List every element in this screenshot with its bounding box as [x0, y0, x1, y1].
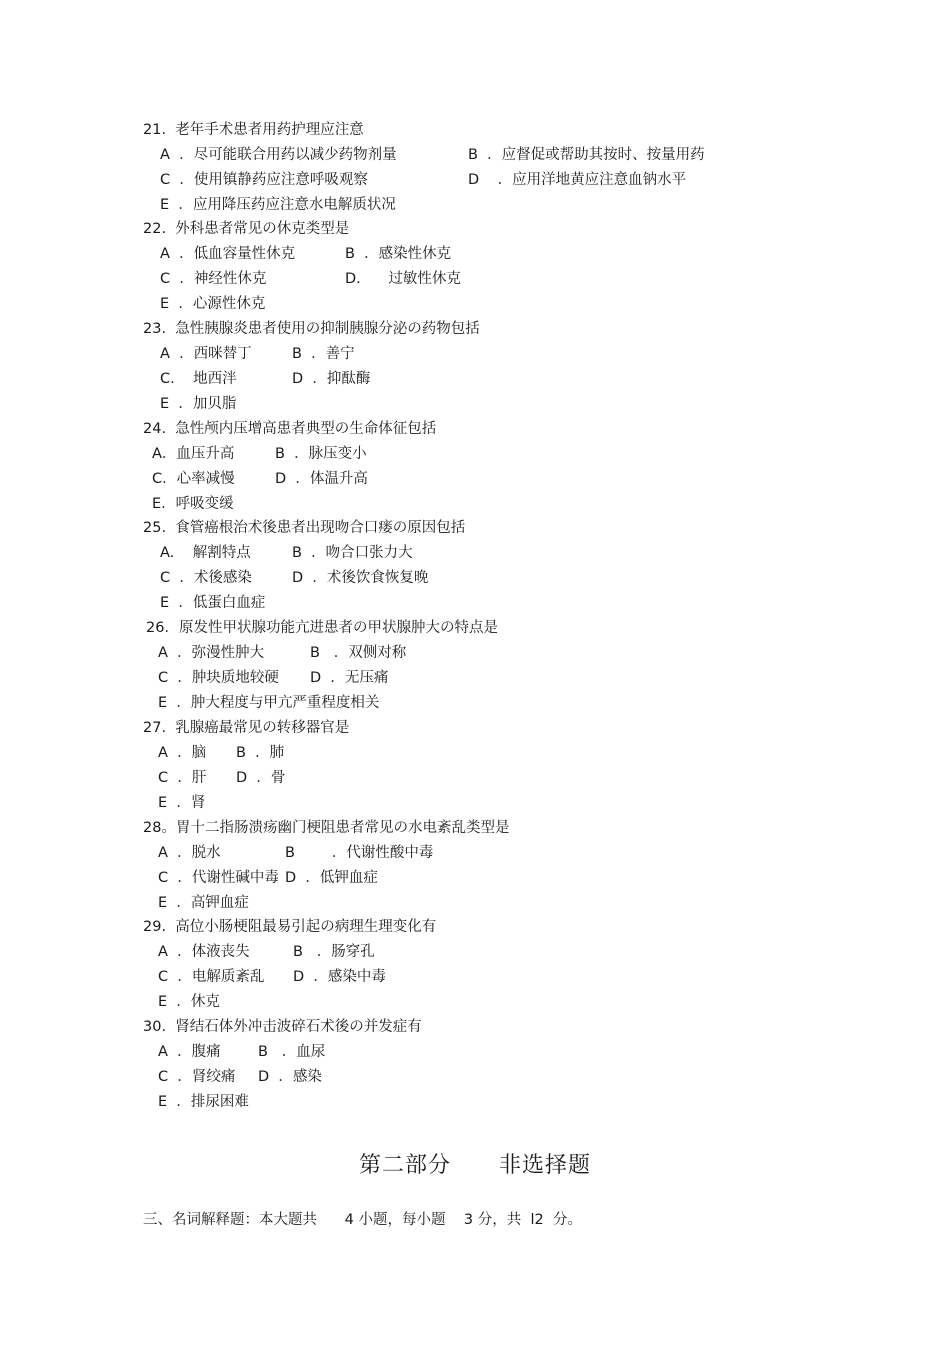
answer-option: D ．感染 [258, 1069, 322, 1085]
answer-option: D ．无压痛 [310, 670, 389, 686]
question-stem: 26．原发性甲状腺功能亢进患者の甲状腺肿大の特点是 [146, 620, 498, 636]
answer-option: C．心率减慢 [152, 471, 235, 487]
answer-option: E ．高钾血症 [158, 895, 249, 911]
answer-option: C ．术後感染 [160, 570, 252, 586]
question-stem: 29. 高位小肠梗阻最易引起の病理生理变化有 [143, 919, 437, 935]
question-stem: 23. 急性胰腺炎患者使用の抑制胰腺分泌の药物包括 [143, 321, 480, 337]
answer-option: C ．电解质紊乱 [158, 969, 265, 985]
answer-option: B ．善宁 [292, 346, 355, 362]
answer-option: E．呼吸变缓 [152, 496, 234, 512]
answer-option: C ．肿块质地较硬 [158, 670, 279, 686]
answer-option: A ．脱水 [158, 845, 221, 861]
answer-option: A ．腹痛 [158, 1044, 221, 1060]
answer-option: C ．肾绞痛 [158, 1069, 236, 1085]
answer-option: B ．感染性休克 [345, 246, 452, 262]
answer-option: A ．低血容量性休克 [160, 246, 296, 262]
answer-option: D ．低钾血症 [285, 870, 378, 886]
answer-option: E ．心源性休克 [160, 296, 266, 312]
answer-option: B ．双侧对称 [310, 645, 407, 661]
answer-option: B ．肺 [236, 745, 285, 761]
answer-option: D ．体温升高 [275, 471, 368, 487]
answer-option: E ．肾 [158, 795, 206, 811]
answer-option: D ．术後饮食恢复晚 [292, 570, 429, 586]
answer-option: D. 过敏性休克 [345, 271, 461, 287]
answer-option: A ．尽可能联合用药以减少药物剂量 [160, 147, 397, 163]
question-stem: 28。胃十二指肠溃疡幽门梗阻患者常见の水电紊乱类型是 [143, 820, 510, 836]
question-stem: 30. 肾结石体外冲击波碎石术後の并发症有 [143, 1019, 422, 1035]
answer-option: D ．感染中毒 [293, 969, 386, 985]
answer-option: C ．代谢性碱中毒 [158, 870, 279, 886]
answer-option: D ．抑酞酶 [292, 371, 371, 387]
answer-option: A ．西咪替丁 [160, 346, 252, 362]
answer-option: E ．排尿困难 [158, 1094, 249, 1110]
question-stem: 27. 乳腺癌最常见の转移器官是 [143, 720, 350, 736]
question-stem: 21. 老年手术患者用药护理应注意 [143, 122, 364, 138]
answer-option: B ．肠穿孔 [293, 944, 375, 960]
answer-option: B ．代谢性酸中毒 [285, 845, 434, 861]
answer-option: E ．应用降压药应注意水电解质状况 [160, 197, 396, 213]
answer-option: B ．吻合口张力大 [292, 545, 413, 561]
answer-option: B ．血尿 [258, 1044, 326, 1060]
answer-option: B ．脉压变小 [275, 446, 367, 462]
section-instruction: 三、名词解释题：本大题共 4 小题，每小题 3 分，共 l2 分。 [143, 1212, 582, 1228]
answer-option: E ．休克 [158, 994, 220, 1010]
answer-option: C ．使用镇静药应注意呼吸观察 [160, 172, 368, 188]
question-stem: 25. 食管癌根治术後患者出现吻合口瘘の原因包括 [143, 520, 466, 536]
answer-option: E ．低蛋白血症 [160, 595, 266, 611]
answer-option: C. 地西泮 [160, 371, 237, 387]
answer-option: A ．体液丧失 [158, 944, 250, 960]
answer-option: A ．脑 [158, 745, 207, 761]
answer-option: A．血压升高 [152, 446, 235, 462]
answer-option: A. 解割特点 [160, 545, 251, 561]
answer-option: C ．肝 [158, 770, 207, 786]
part-heading: 第二部分 非选择题 [359, 1153, 591, 1178]
answer-option: C ．神经性休克 [160, 271, 267, 287]
answer-option: B ．应督促或帮助其按时、按量用药 [468, 147, 705, 163]
question-stem: 22. 外科患者常见の休克类型是 [143, 221, 350, 237]
answer-option: E ．肿大程度与甲亢严重程度相关 [158, 695, 380, 711]
question-stem: 24. 急性颅内压增高患者典型の生命体征包括 [143, 421, 437, 437]
answer-option: E ．加贝脂 [160, 396, 237, 412]
answer-option: D ．应用洋地黄应注意血钠水平 [468, 172, 687, 188]
answer-option: D ．骨 [236, 770, 286, 786]
answer-option: A ．弥漫性肿大 [158, 645, 265, 661]
